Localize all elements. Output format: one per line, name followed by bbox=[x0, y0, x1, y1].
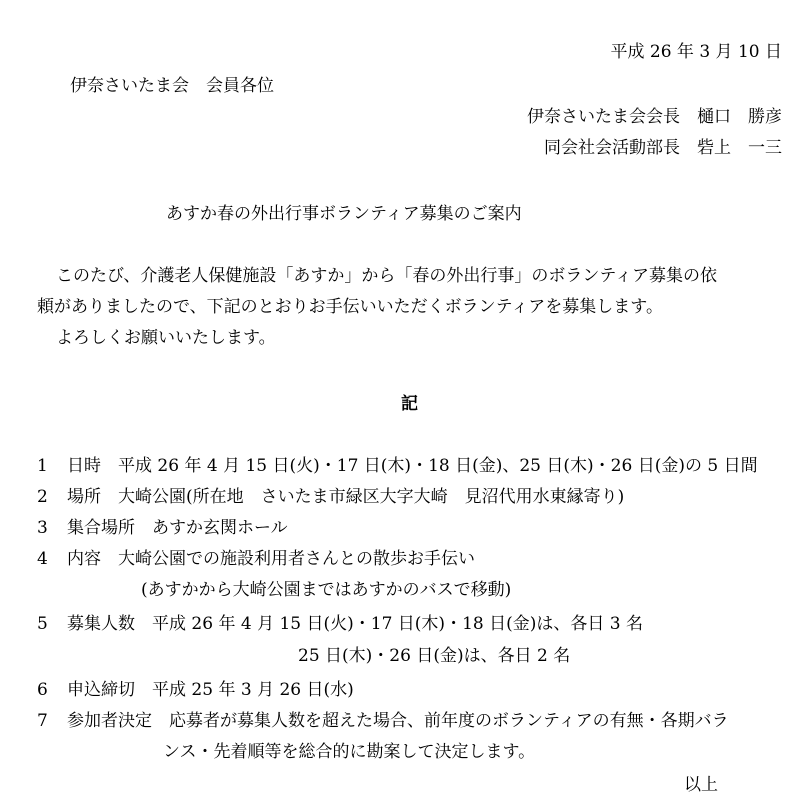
list-item-text: 内容 大崎公園での施設利用者さんとの散歩お手伝い bbox=[67, 549, 475, 569]
list-item-text: 集合場所 あすか玄関ホール bbox=[67, 518, 288, 538]
addressee: 伊奈さいたま会 会員各位 bbox=[70, 76, 274, 96]
body-paragraph-line-3: よろしくお願いいたします。 bbox=[56, 328, 276, 348]
sender-chairman: 伊奈さいたま会会長 樋口 勝彦 bbox=[527, 107, 782, 127]
list-item-text: 募集人数 平成 26 年 4 月 15 日(火)・17 日(木)・18 日(金)は、各日 3 名 bbox=[67, 614, 643, 634]
list-item-number: 3 bbox=[37, 518, 48, 538]
list-item bbox=[37, 711, 729, 731]
body-paragraph-line-1: このたび、介護老人保健施設「あすか」から「春の外出行事」のボランティア募集の依 bbox=[56, 266, 717, 286]
body-paragraph-line-2: 頼がありましたので、下記のとおりお手伝いいただくボランティアを募集します。 bbox=[37, 297, 663, 317]
list-item-text: 場所 大崎公園(所在地 さいたま市緑区大字大崎 見沼代用水東縁寄り) bbox=[67, 487, 625, 507]
list-item bbox=[37, 680, 354, 700]
list-item-continuation: 25 日(木)・26 日(金)は、各日 2 名 bbox=[298, 646, 571, 666]
list-item-number: 1 bbox=[37, 456, 48, 476]
list-item bbox=[37, 549, 475, 569]
list-item-number: 4 bbox=[37, 549, 48, 569]
sender-department-head: 同会社会活動部長 砦上 一三 bbox=[544, 138, 782, 158]
list-item-number: 6 bbox=[37, 680, 48, 700]
ki-heading: 記 bbox=[401, 394, 418, 414]
list-item-number: 7 bbox=[37, 711, 48, 731]
list-item bbox=[37, 487, 624, 507]
document-title: あすか春の外出行事ボランティア募集のご案内 bbox=[166, 204, 522, 224]
document-date: 平成 26 年 3 月 10 日 bbox=[610, 42, 782, 62]
list-item-continuation: (あすかから大崎公園まではあすかのバスで移動) bbox=[141, 580, 512, 600]
list-item-text: 申込締切 平成 25 年 3 月 26 日(水) bbox=[67, 680, 354, 700]
list-item-number: 5 bbox=[37, 614, 48, 634]
list-item-text: 参加者決定 応募者が募集人数を超えた場合、前年度のボランティアの有無・各期バラ bbox=[67, 711, 729, 731]
list-item-continuation: ンス・先着順等を総合的に勘案して決定します。 bbox=[163, 742, 536, 762]
closing-ijou: 以上 bbox=[684, 775, 718, 795]
list-item bbox=[37, 614, 643, 634]
list-item-text: 日時 平成 26 年 4 月 15 日(火)・17 日(木)・18 日(金)、25 日(木)・26 日(金)の 5 日間 bbox=[67, 456, 758, 476]
list-item bbox=[37, 456, 758, 476]
list-item bbox=[37, 518, 288, 538]
list-item-number: 2 bbox=[37, 487, 48, 507]
